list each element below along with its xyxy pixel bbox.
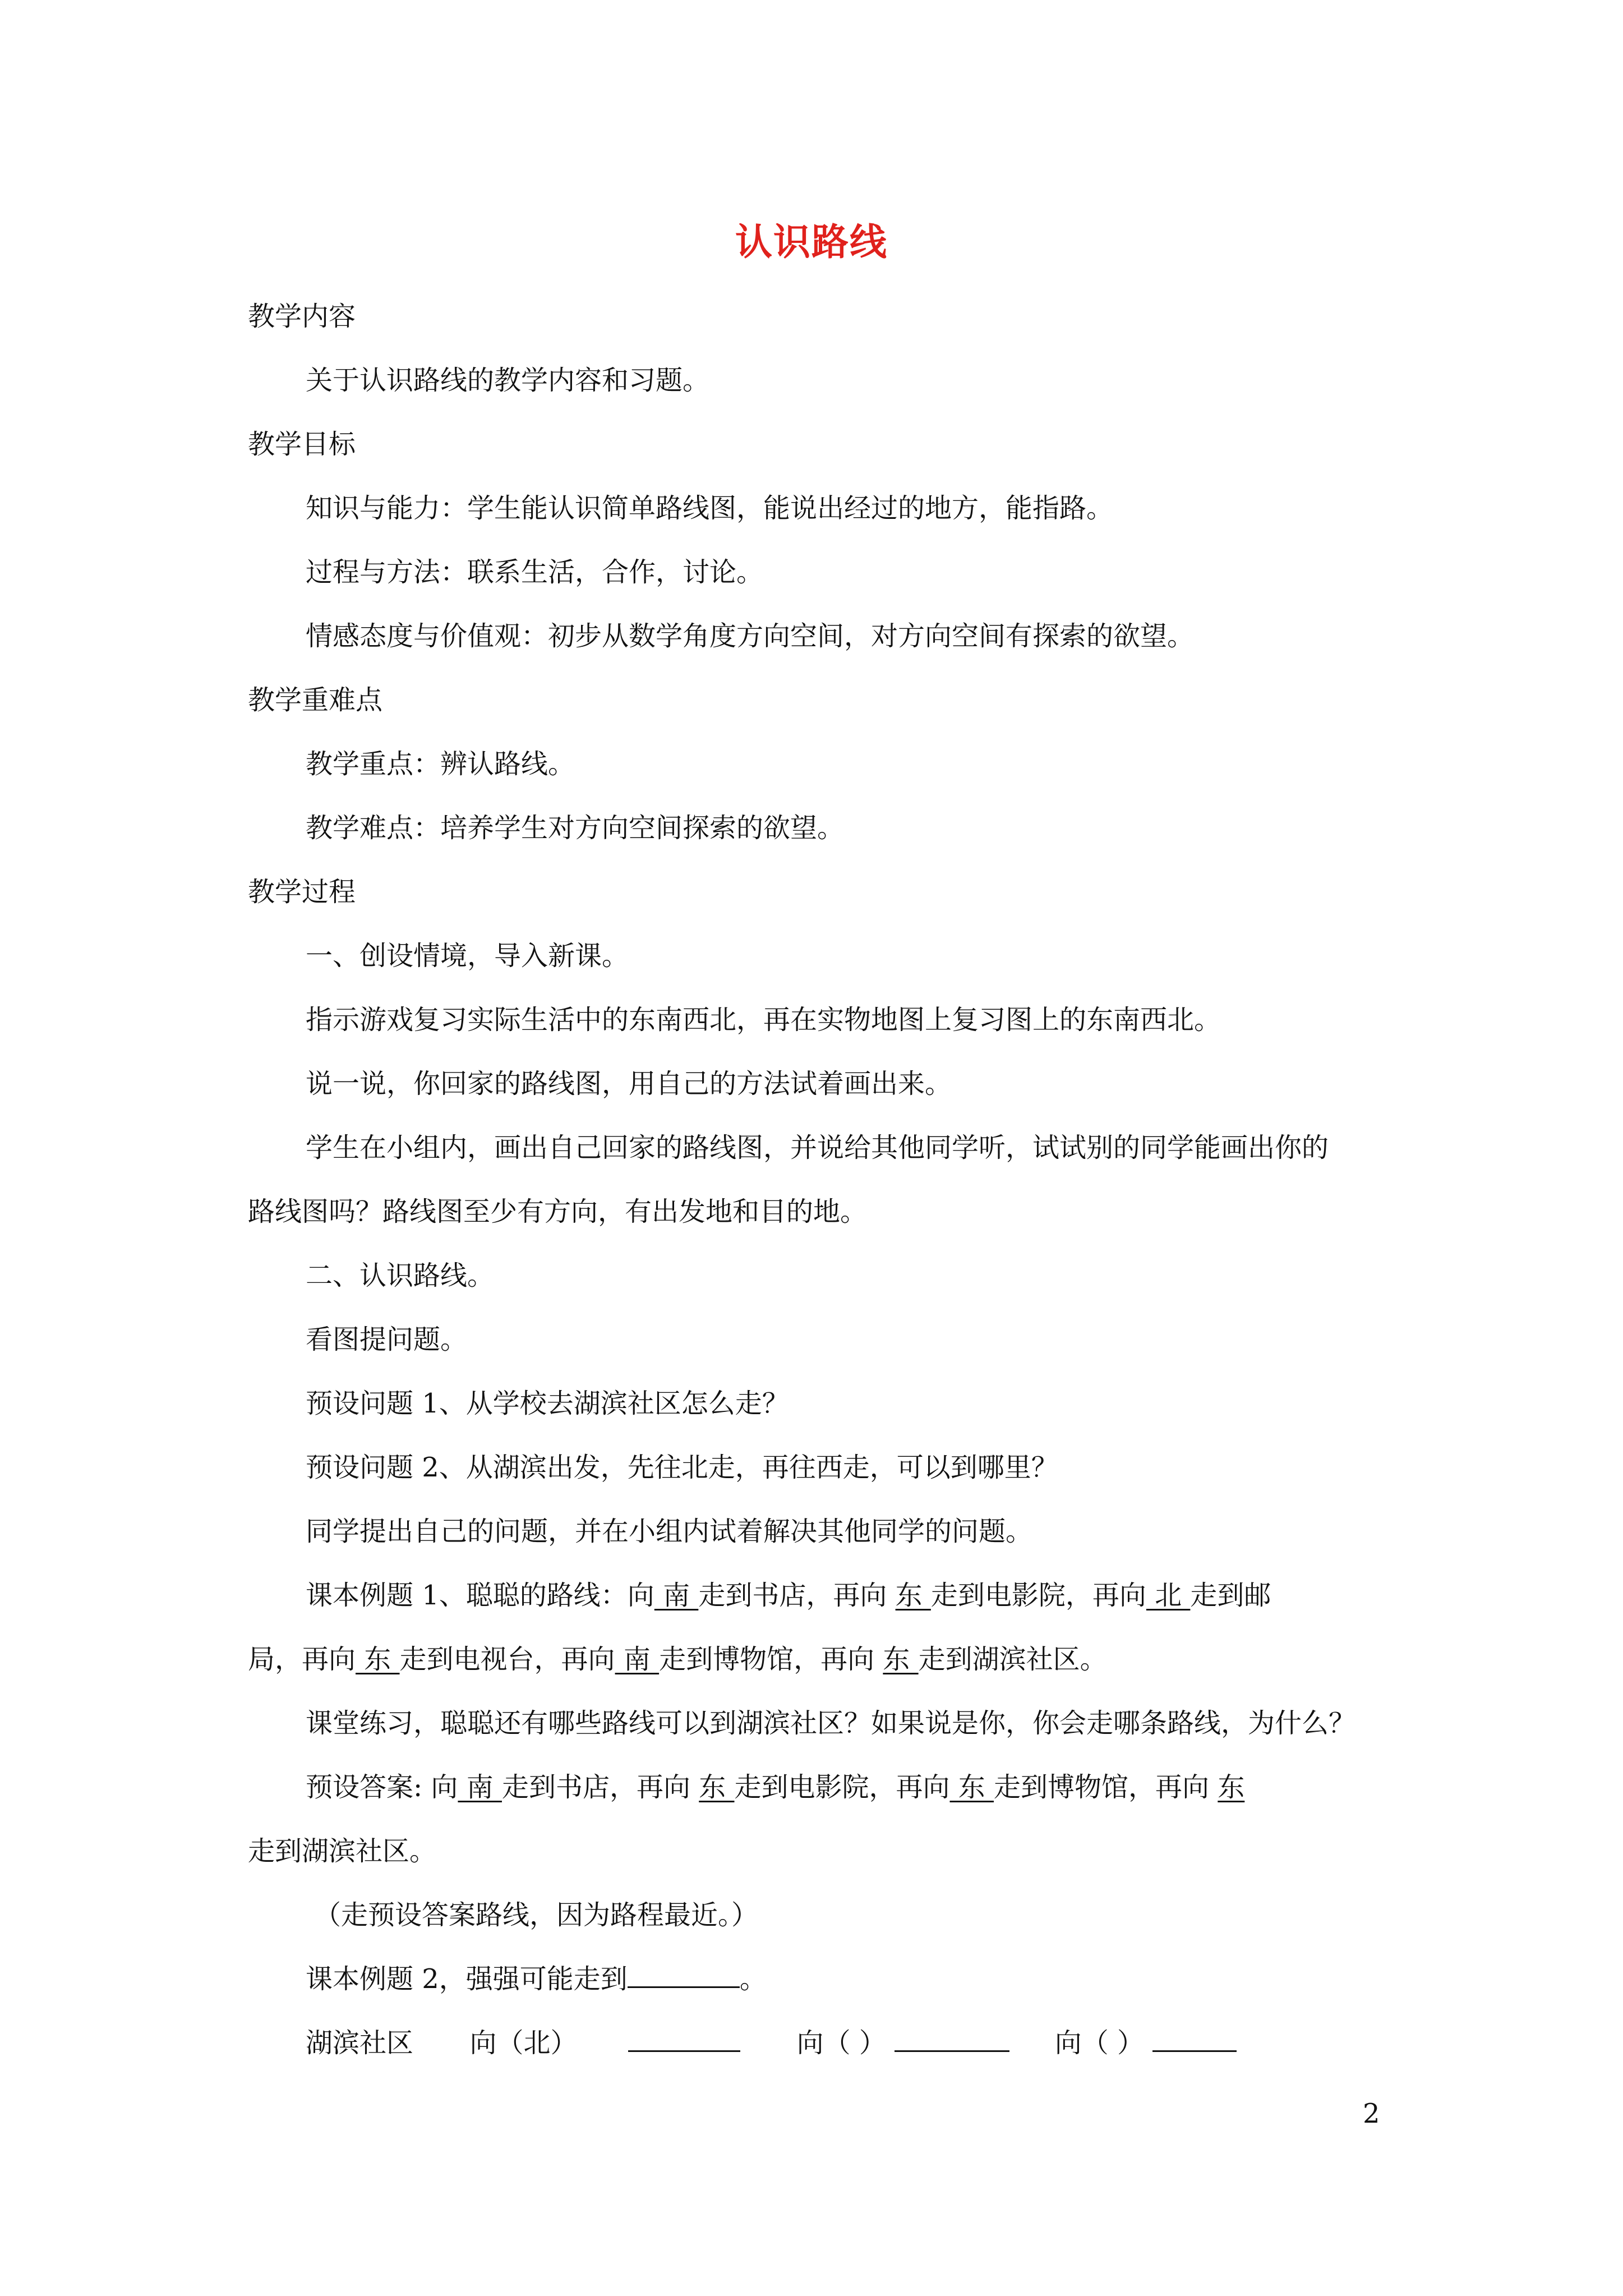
text: 课本例题 2，强强可能走到 (306, 1963, 628, 1995)
direction-1: 向（北） (469, 2027, 578, 2059)
example-1-line-1 (306, 1577, 1623, 1613)
text: 走到邮 (1190, 1580, 1271, 1611)
practice-question: 课堂练习，聪聪还有哪些路线可以到湖滨社区？如果说是你，你会走哪条路线，为什么？ (306, 1708, 1356, 1739)
answer-south: 南 (458, 1772, 502, 1803)
paragraph: 知识与能力：学生能认识简单路线图，能说出经过的地方，能指路。 (306, 493, 1114, 524)
text: 。 (739, 1963, 767, 1995)
answer-east: 东 (949, 1772, 994, 1803)
answer-east: 东 (356, 1644, 400, 1675)
section-heading-content: 教学内容 (248, 301, 356, 332)
paragraph: 预设问题 1、从学校去湖滨社区怎么走？ (306, 1388, 789, 1419)
page-number: 2 (1363, 2098, 1380, 2129)
text: 预设答案: 向 (306, 1772, 458, 1803)
page-title: 认识路线 (735, 220, 888, 264)
direction-3: 向（ ） (1054, 2027, 1144, 2059)
section-heading-process: 教学过程 (248, 876, 356, 908)
paragraph: 教学重点：辨认路线。 (306, 748, 575, 780)
preset-answer-line-1 (306, 1769, 1623, 1805)
route-fill-line (306, 2025, 1623, 2061)
paragraph: 一、创设情境，导入新课。 (306, 940, 629, 972)
paragraph: 过程与方法：联系生活，合作，讨论。 (306, 556, 764, 588)
reason-note: （走预设答案路线，因为路程最近。） (314, 1899, 759, 1931)
paragraph: 同学提出自己的问题，并在小组内试着解决其他同学的问题。 (306, 1516, 1033, 1547)
text: 走到电影院，再向 (930, 1580, 1146, 1611)
blank-1 (628, 2028, 740, 2052)
blank-3 (1152, 2028, 1237, 2052)
text: 走到书店，再向 (698, 1580, 896, 1611)
text: 走到书店，再向 (501, 1772, 699, 1803)
text: 走到博物馆，再向 (659, 1644, 883, 1675)
answer-east: 东 (883, 1644, 919, 1675)
section-heading-goals: 教学目标 (248, 429, 356, 460)
paragraph: 说一说，你回家的路线图，用自己的方法试着画出来。 (306, 1068, 952, 1099)
paragraph: 预设问题 2、从湖滨出发，先往北走，再往西走，可以到哪里？ (306, 1452, 1058, 1483)
blank-2 (895, 2028, 1009, 2052)
preset-answer-line-2: 走到湖滨社区。 (248, 1835, 437, 1867)
answer-east: 东 (895, 1580, 931, 1611)
text: 走到湖滨社区。 (918, 1644, 1107, 1675)
paragraph-continuation: 路线图吗？路线图至少有方向，有出发地和目的地。 (248, 1196, 868, 1227)
direction-2: 向（ ） (796, 2027, 886, 2059)
answer-east: 东 (1218, 1772, 1245, 1803)
text: 局，再向 (248, 1644, 356, 1675)
paragraph: 教学难点：培养学生对方向空间探索的欲望。 (306, 812, 845, 844)
answer-north: 北 (1146, 1580, 1191, 1611)
answer-blank (628, 1964, 740, 1988)
example-1-line-2 (248, 1641, 1623, 1677)
text: 走到电视台，再向 (399, 1644, 615, 1675)
answer-south: 南 (615, 1644, 660, 1675)
paragraph: 学生在小组内，画出自己回家的路线图，并说给其他同学听，试试别的同学能画出你的 (306, 1132, 1329, 1163)
answer-east: 东 (699, 1772, 735, 1803)
text: 走到博物馆，再向 (994, 1772, 1218, 1803)
paragraph: 看图提问题。 (306, 1324, 468, 1355)
answer-south: 南 (654, 1580, 699, 1611)
example-2 (306, 1961, 1623, 1997)
text: 走到电影院，再向 (734, 1772, 950, 1803)
section-heading-key-points: 教学重难点 (248, 684, 383, 716)
paragraph: 二、认识路线。 (306, 1260, 495, 1291)
paragraph: 情感态度与价值观：初步从数学角度方向空间，对方向空间有探索的欲望。 (306, 620, 1195, 652)
paragraph: 关于认识路线的教学内容和习题。 (306, 365, 710, 396)
route-start: 湖滨社区 (306, 2027, 414, 2059)
paragraph: 指示游戏复习实际生活中的东南西北，再在实物地图上复习图上的东南西北。 (306, 1004, 1221, 1036)
text: 课本例题 1、聪聪的路线：向 (306, 1580, 654, 1611)
